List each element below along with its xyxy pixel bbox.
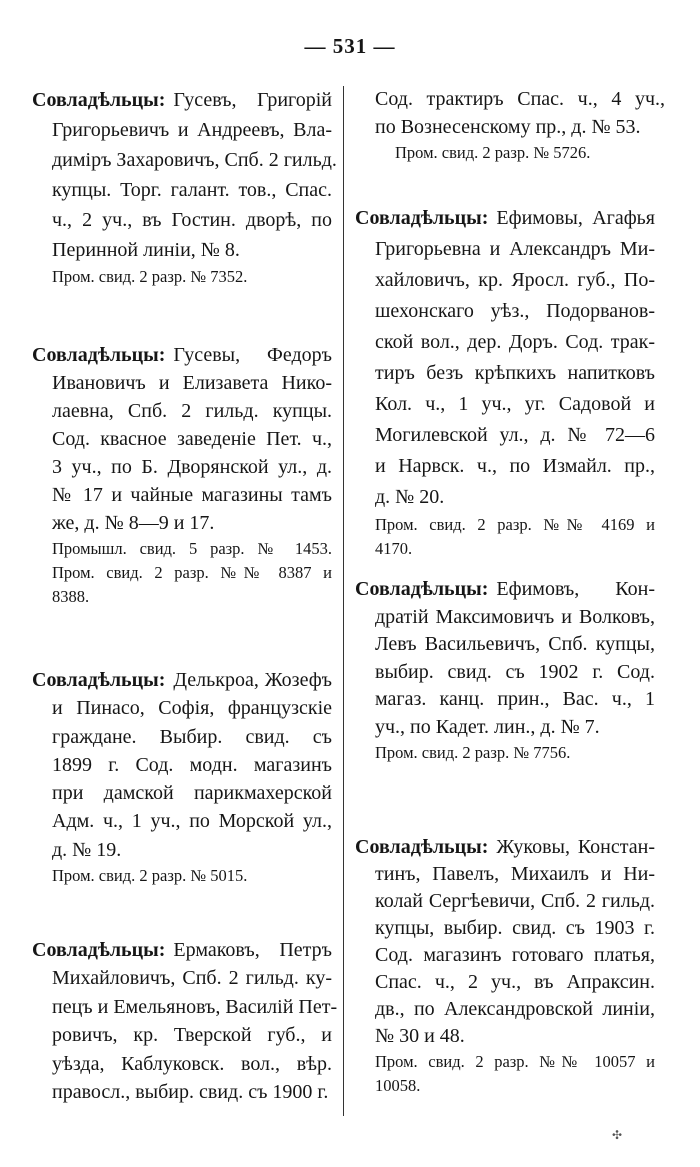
entry-text: уч., по Кадет. лин., д. № 7. [375,715,600,738]
certificate-line: Пром. свид. 2 разр. № 7352. [52,267,248,286]
entry-text: и Нарвск. ч., по Измайл. пр., [375,455,655,477]
entry-line [355,482,655,513]
entry-text: магаз. канц. прин., Вас. ч., 1 [375,688,655,710]
entry-line [32,175,332,205]
entry-text: 1899 г. Сод. модн. магазинъ [52,753,332,776]
entry-line [32,751,332,779]
entry-line [355,265,655,296]
entry-text: колай Сергѣевичи, Спб. 2 гильд. [375,890,655,912]
certificate-line: 8388. [52,587,90,606]
entry-line [32,85,332,115]
entry-text: Кол. ч., 1 уч., уг. Садовой и [375,393,655,415]
entry-text: купцы. Торг. галант. тов., Спас. [52,179,332,201]
entry-text: Сод. трактиръ Спас. ч., 4 уч., [375,88,665,110]
certificate-line: 4170. [375,539,413,558]
entry-label: Совладѣльцы: [32,89,166,111]
entry-text: ровичъ, кр. Тверской губ., и [52,1024,332,1047]
entry-text: ской вол., дер. Доръ. Сод. трак- [375,331,655,353]
entry-line [32,936,332,964]
owner-entry [355,576,655,765]
entry-text: граждане. Выбир. свид. съ [52,725,332,748]
entry-line [355,861,655,888]
entry-text: Делькроа, Жозефъ [173,669,332,691]
entry-line [355,659,655,687]
entry-line [32,723,332,751]
entry-text: тиръ безъ крѣпкихъ напитковъ [375,362,655,384]
owner-entry [32,936,338,1106]
entry-text: по Вознесенскому пр., д. № 53. [375,116,641,138]
entry-line [32,509,332,537]
entry-line [355,451,655,482]
entry-text: д. № 19. [52,838,122,861]
entry-text: Адм. ч., 1 уч., по Морской ул., [52,810,332,833]
entry-label: Совладѣльцы: [355,836,489,858]
entry-text: Сод. магазинъ готоваго платья, [375,944,655,966]
entry-text: лаевна, Спб. 2 гильд. купцы. [52,400,332,422]
entry-line [32,1021,332,1049]
entry-line [32,993,338,1021]
entry-line [355,420,655,451]
owner-entry [32,85,337,289]
entry-line [355,915,655,942]
entry-line [355,631,655,659]
owner-entry [32,666,332,888]
entry-text: уѣзда, Каблуковск. вол., вѣр. [52,1052,332,1075]
entry-text: Ефимовъ, Кон- [496,578,655,600]
entry-line [355,1023,655,1050]
entry-text: д. № 20. [375,486,445,508]
entry-line [355,234,655,265]
entry-text: № 17 и чайные магазины тамъ [52,484,332,506]
entry-line [32,425,332,453]
certificate-line: 10058. [375,1076,421,1095]
owner-entry [355,203,655,561]
entry-text: Могилевской ул., д. № 72—6 [375,424,655,446]
entry-line [375,113,665,141]
certificate-line: Пром. свид. 2 разр. №№ 8387 и [52,563,332,582]
entry-line [32,369,332,397]
entry-text: Гусевъ, Григорій [173,89,332,111]
entry-line [32,807,332,835]
entry-text: диміръ Захаровичъ, Спб. 2 гильд. [52,149,337,171]
certificate-line: Пром. свид. 2 разр. № 5726. [395,143,591,162]
entry-text: Спас. ч., 2 уч., въ Апраксин. [375,971,655,993]
entry-line [32,1078,332,1106]
entry-line [355,996,655,1023]
entry-text: Ермаковъ, Петръ [173,939,332,961]
entry-text: шехонскаго уѣз., Подорванов- [375,300,655,322]
entry-line [355,296,655,327]
entry-text: Жуковы, Констан- [496,836,655,858]
entry-label: Совладѣльцы: [32,344,166,366]
entry-line [32,779,332,807]
entry-text: 3 уч., по Б. Дворянской ул., д. [52,456,332,478]
entry-text: же, д. № 8—9 и 17. [52,512,215,534]
entry-text: и Пинасо, Софія, французскіе [52,697,332,720]
certificate-line: Промышл. свид. 5 разр. № 1453. [52,539,332,558]
certificate-line: Пром. свид. 2 разр. №№ 4169 и [375,515,655,534]
entry-text: Левъ Васильевичъ, Спб. купцы, [375,633,655,655]
entry-text: выбир. свид. съ 1902 г. Сод. [375,660,655,683]
entry-line [32,666,332,694]
entry-line [355,389,655,420]
entry-line [355,942,655,969]
entry-line [32,1050,332,1078]
entry-text: Сод. квасное заведеніе Пет. ч., [52,428,332,450]
owner-entry [32,341,332,609]
entry-line [32,205,332,235]
entry-line [32,115,332,145]
entry-line [32,145,337,175]
entry-text: № 30 и 48. [375,1025,465,1047]
entry-label: Совладѣльцы: [355,207,489,229]
entry-text: Ивановичъ и Елизавета Нико- [52,372,332,394]
certificate-line: Пром. свид. 2 разр. №№ 10057 и [375,1052,655,1071]
entry-text: пецъ и Емельяновъ, Василій Пет- [52,995,338,1018]
entry-text: правосл., выбир. свид. съ 1900 г. [52,1080,329,1103]
entry-label: Совладѣльцы: [32,669,166,691]
entry-line [32,341,332,369]
entry-line [32,235,332,265]
certificate-line: Пром. свид. 2 разр. № 7756. [375,743,571,762]
entry-label: Совладѣльцы: [32,939,166,961]
entry-continuation [375,85,665,165]
entry-line [32,694,332,722]
entry-label: Совладѣльцы: [355,578,489,600]
entry-line [355,604,655,632]
column-divider [343,86,344,1116]
entry-line [32,453,332,481]
entry-text: тинъ, Павелъ, Михаилъ и Ни- [375,863,655,885]
entry-text: дратій Максимовичъ и Волковъ, [375,605,655,628]
entry-text: Ефимовы, Агафья [496,207,655,229]
entry-text: хайловичъ, кр. Яросл. губ., По- [375,269,655,291]
entry-line [355,686,655,714]
entry-line [32,397,332,425]
entry-text: при дамской парикмахерской [52,782,332,805]
entry-line [355,358,655,389]
entry-line [32,836,332,864]
entry-text: Гусевы, Федоръ [173,344,332,366]
entry-line [355,834,655,861]
certificate-line: Пром. свид. 2 разр. № 5015. [52,866,248,886]
entry-text: Михайловичъ, Спб. 2 гильд. ку- [52,967,332,990]
entry-text: Григорьевичъ и Андреевъ, Вла- [52,119,332,141]
entry-line [355,203,655,234]
entry-line [32,964,332,992]
entry-text: Григорьевна и Александръ Ми- [375,238,655,260]
owner-entry [355,834,655,1098]
page-number: — 531 — [304,34,396,58]
entry-text: дв., по Александровской линіи, [375,998,655,1020]
entry-line [355,714,655,742]
entry-line [355,576,655,604]
entry-text: купцы, выбир. свид. съ 1903 г. [375,917,655,939]
entry-line [32,481,332,509]
entry-line [355,888,655,915]
entry-line [355,327,655,358]
entry-text: ч., 2 уч., въ Гостин. дворѣ, по [52,209,332,231]
ornament-mark: ✣ [612,1128,623,1142]
entry-text: Перинной линіи, № 8. [52,239,240,261]
entry-line [355,969,655,996]
entry-line [375,85,665,113]
